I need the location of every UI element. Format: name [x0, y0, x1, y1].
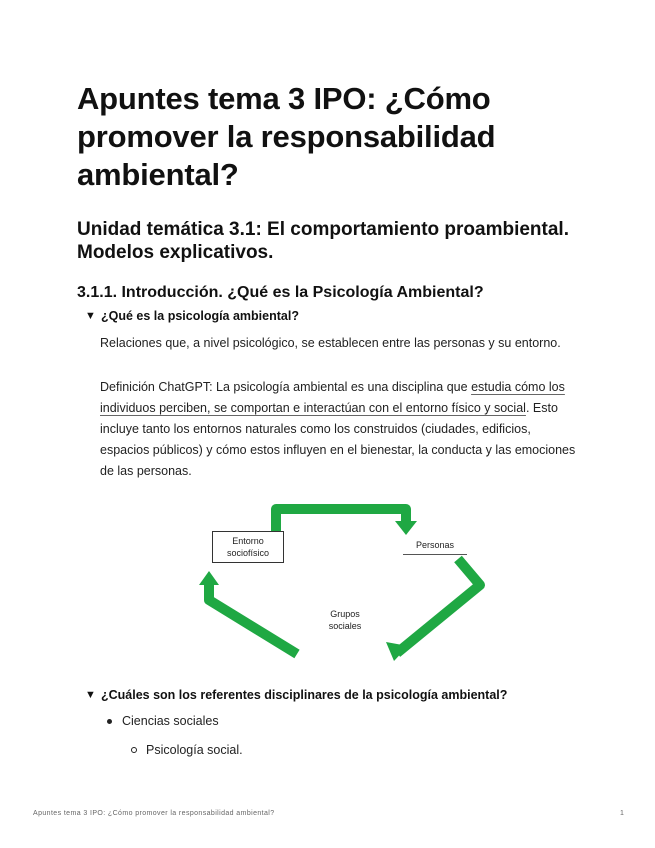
unit-heading: Unidad temática 3.1: El comportamiento proambiental. Modelos explicativos.	[77, 219, 569, 263]
arrowhead-top	[395, 521, 417, 535]
list-item-label: Ciencias sociales	[122, 714, 219, 728]
page-number: 1	[620, 810, 624, 817]
list-item-label: Psicología social.	[146, 743, 243, 757]
toggle-label: ¿Qué es la psicología ambiental?	[101, 309, 299, 323]
definition-suffix: . Esto incluye tanto los entornos naturales como los construidos (ciudades, edificios, espacios públicos) y cómo estos influyen en el bienestar, la conducta y las emociones de las personas.	[100, 401, 576, 478]
arrowhead-left	[199, 571, 219, 585]
arrow-top	[276, 509, 406, 531]
arrow-left	[209, 582, 297, 654]
section-heading: 3.1.1. Introducción. ¿Qué es la Psicología Ambiental?	[77, 284, 484, 301]
bullet-dot-icon	[107, 719, 112, 724]
page-footer: Apuntes tema 3 IPO: ¿Cómo promover la responsabilidad ambiental?	[33, 810, 275, 817]
toggle-label: ¿Cuáles son los referentes disciplinares de la psicología ambiental?	[101, 688, 508, 702]
triangle-down-icon[interactable]: ▼	[85, 689, 96, 701]
paragraph-chatgpt-definition	[100, 377, 580, 482]
list-item	[107, 714, 219, 728]
node-entorno-sociofisico: Entorno sociofísico	[212, 531, 284, 563]
toggle-what-is-environmental-psychology[interactable]	[85, 309, 299, 323]
definition-underlined: estudia cómo los individuos perciben, se comportan e interactúan con el entorno físico y social	[100, 380, 565, 415]
definition-prefix: Definición ChatGPT: La psicología ambiental es una disciplina que	[100, 380, 472, 394]
paragraph-relations: Relaciones que, a nivel psicológico, se establecen entre las personas y su entorno.	[100, 336, 561, 350]
page-title: Apuntes tema 3 IPO: ¿Cómo promover la responsabilidad ambiental?	[77, 81, 496, 192]
node-personas: Personas	[403, 539, 467, 555]
cycle-diagram	[196, 497, 496, 667]
triangle-down-icon[interactable]: ▼	[85, 310, 96, 322]
list-item-nested	[131, 743, 243, 757]
arrow-right	[397, 559, 480, 653]
bullet-circle-icon	[131, 747, 137, 753]
toggle-disciplinary-references[interactable]	[85, 688, 507, 702]
node-grupos-sociales: Grupos sociales	[318, 608, 372, 638]
